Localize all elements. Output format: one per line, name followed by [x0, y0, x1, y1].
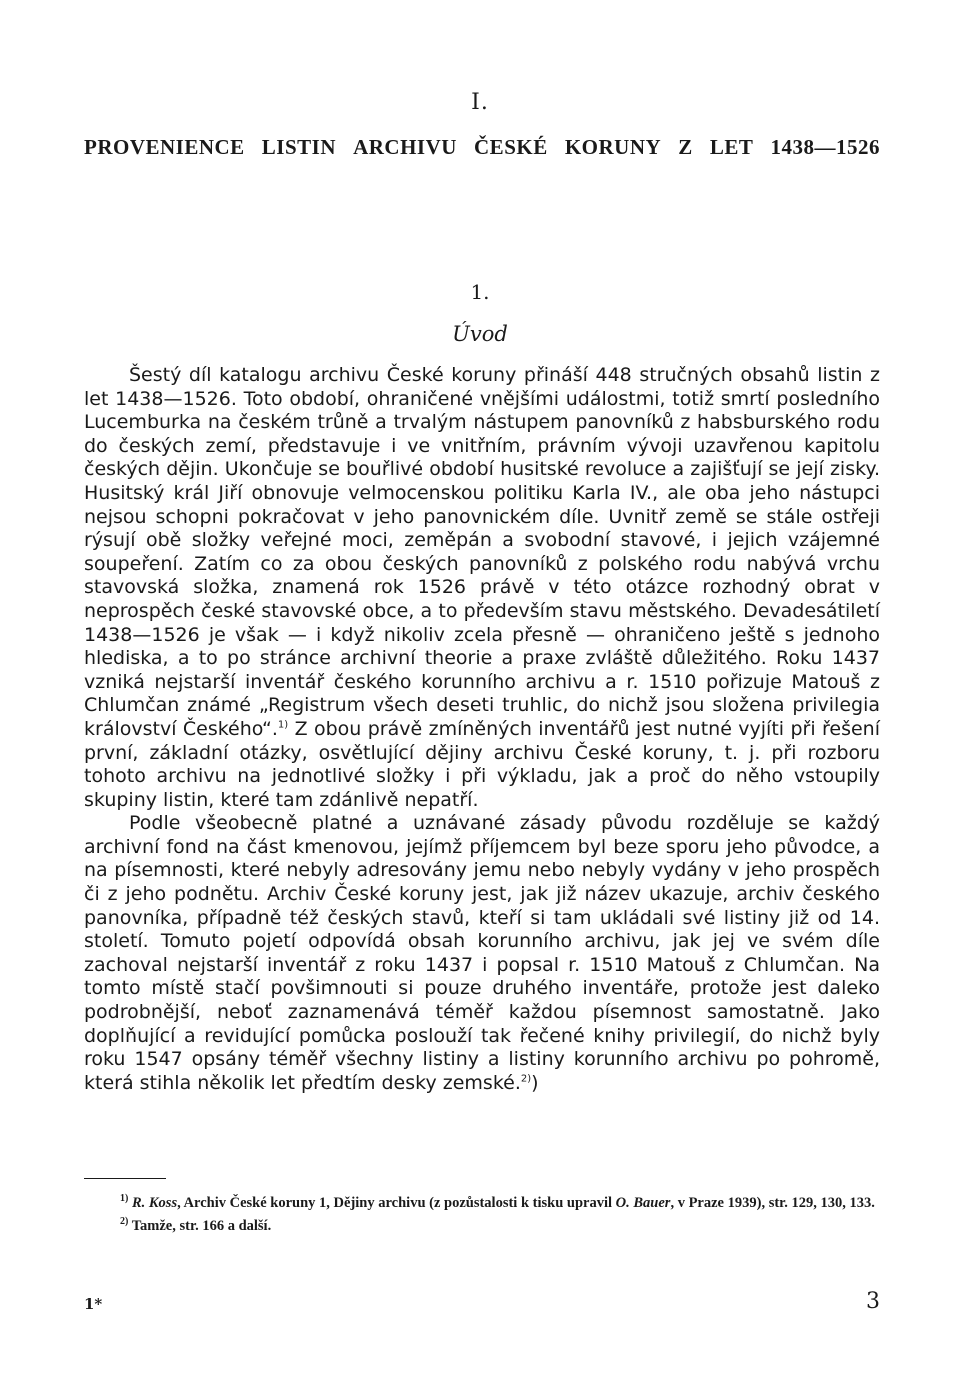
chapter-title-word: ČESKÉ: [474, 135, 548, 159]
footnote-text: , v Praze 1939), str. 129, 130, 133.: [670, 1195, 875, 1211]
chapter-title-word: ARCHIVU: [353, 135, 457, 159]
chapter-title-word: KORUNY: [564, 135, 662, 159]
paragraph-text: ): [531, 1071, 539, 1094]
chapter-title-word: 1438—1526: [770, 135, 880, 159]
paragraph: [84, 812, 880, 1095]
footnote-reference[interactable]: 2): [520, 1073, 532, 1085]
footnote-mark: 1): [120, 1193, 129, 1205]
paragraph: [84, 364, 880, 812]
paragraph-text: Z obou právě zmíněných inventářů jest nutné vyjíti při řešení první, základní otázky, osvětlující dějiny archivu České koruny, t. j. při rozboru tohoto archivu na jednotlivé složky i při výkladu, jak a proč do něho vstoupily skupiny listin, které tam zdánlivě nepatří.: [84, 717, 880, 811]
paragraph-text: Šestý díl katalogu archivu České koruny přináší 448 stručných obsahů listin z let 1438—1526. Toto období, ohraničené vnějšími událostmi, totiž smrtí posledního Lucemburka na českém trůně a trvalým nástupem panovníků z habsburského rodu do českých zemí, představuje i ve vnitřním, právním vývoji uzavřenou kapitolu českých dějin. Ukončuje se bouřlivé období husitské revoluce a zajišťují se její zisky. Husitský král Jiří obnovuje velmocenskou politiku Karla IV., ale oba jeho nástupci nejsou schopni pokračovat v jeho panovnickém díle. Uvnitř země se stále ostřeji rýsují obě složky veřejné moci, zeměpán a svobodní stavové, i jejich vzájemné soupeření. Zatím co za obou českých panovníků z polského rodu nabývá vrchu stavovská složka, znamená rok 1526 právě v této otázce rozhodný obrat v neprospěch české stavovské obce, a to především stavu městského. Devadesátiletí 1438—1526 je však — i když nikoliv zcela přesně — ohraničeno ještě s jednoho hlediska, a to po stránce archivní theorie a praxe zvláště důležitého. Roku 1437 vzniká nejstarší inventář českého korunního archivu a r. 1510 pořizuje Matouš z Chlumčan známé „Registrum všech deseti truhlic, do nichž jsou složena privilegia království Českého“.: [84, 364, 880, 740]
footnote-text: Tamže, str. 166 a další.: [128, 1218, 272, 1234]
chapter-title-word: Z: [678, 135, 693, 159]
footnote-divider: [84, 1178, 166, 1179]
paragraph-text: Podle všeobecně platné a uznávané zásady původu rozděluje se každý archivní fond na část kmenovou, jejímž příjemcem byl beze sporu jeho původce, a na písemnosti, které nebyly adresovány jemu nebo nebyly vydány v jeho prospěch či z jeho podnětu. Archiv České koruny jest, jak již název ukazuje, archiv českého panovníka, případně též českých stavů, kteří si tam ukládali své listiny již od 14. století. Tomuto pojetí odpovídá obsah korunního archivu, jak jej ve svém díle zachoval nejstarší inventář z roku 1437 i popsal r. 1510 Matouš z Chlumčan. Na tomto místě stačí povšimnouti si pouze druhého inventáře, protože jest daleko podrobnější, neboť zaznamenává téměř každou písemnost samostatně. Jako doplňující a revidující pomůcka poslouží tak řečené knihy privilegií, do nichž byly roku 1547 opsány téměř všechny listiny a listiny korunního archivu po pohromě, která stihla několik let předtím desky zemské.: [84, 812, 880, 1094]
chapter-title-word: PROVENIENCE: [84, 135, 245, 159]
footnote: [84, 1215, 880, 1238]
footnote-text: , Archiv České koruny 1, Dějiny archivu (z pozůstalosti k tisku upravil: [177, 1195, 616, 1211]
body-text: [84, 364, 880, 1095]
chapter-title-word: LET: [709, 135, 754, 159]
footnote-reference[interactable]: 1): [277, 719, 289, 731]
footnote-editor: O. Bauer: [615, 1195, 671, 1211]
chapter-title: [84, 135, 880, 160]
section-title: Úvod: [452, 322, 508, 346]
footnote-mark: 2): [120, 1216, 129, 1228]
footnote-author: R. Koss: [131, 1195, 178, 1211]
footnote: [84, 1192, 880, 1215]
chapter-number: I.: [471, 90, 489, 115]
section-number: 1.: [470, 280, 490, 304]
page-number: 3: [866, 1289, 880, 1314]
footnotes: [84, 1192, 880, 1238]
chapter-title-word: LISTIN: [261, 135, 336, 159]
printer-signature: 1*: [84, 1295, 103, 1313]
